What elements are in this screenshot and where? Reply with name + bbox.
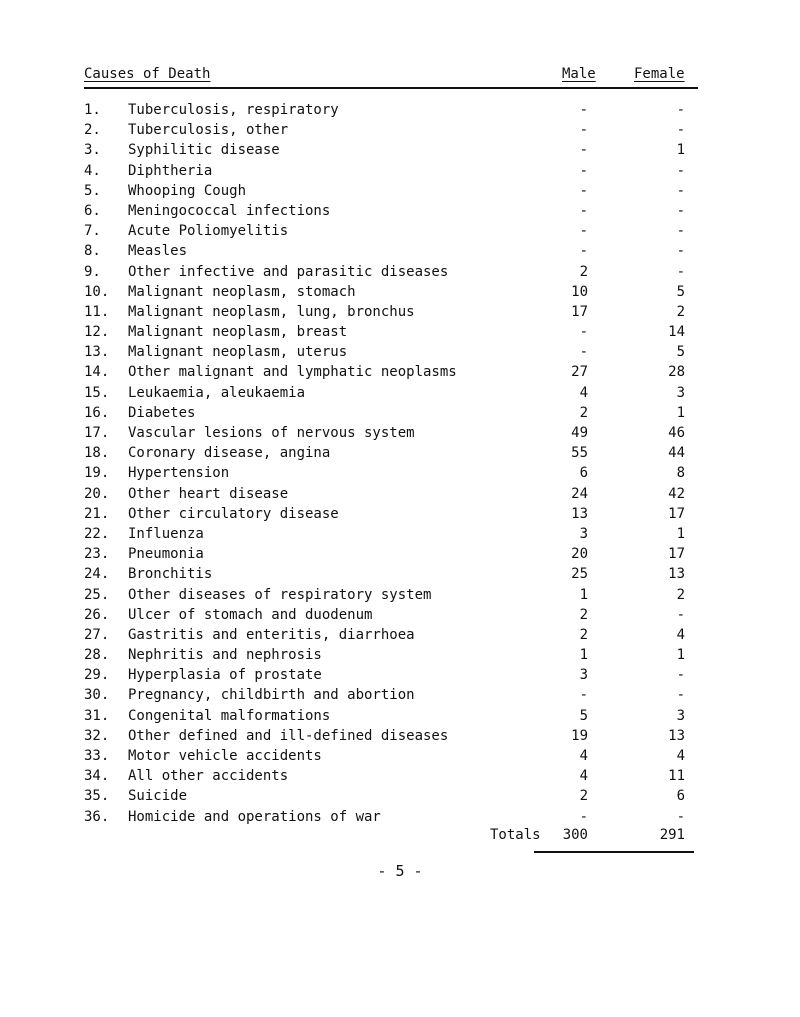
female-count: - xyxy=(676,122,685,139)
cause-label: Bronchitis xyxy=(128,566,213,583)
male-count: 19 xyxy=(571,727,588,744)
cause-label: Coronary disease, angina xyxy=(128,445,331,462)
cause-label: Diabetes xyxy=(128,404,196,421)
table-row xyxy=(0,708,800,728)
female-count: 2 xyxy=(676,303,685,320)
row-number: 29. xyxy=(84,667,110,684)
row-number: 9. xyxy=(84,263,101,280)
page-number: - 5 - xyxy=(377,862,423,880)
row-number: 20. xyxy=(84,485,110,502)
row-number: 32. xyxy=(84,727,110,744)
row-number: 4. xyxy=(84,162,101,179)
cause-label: All other accidents xyxy=(128,768,289,785)
row-number: 15. xyxy=(84,384,110,401)
female-count: - xyxy=(676,202,685,219)
cause-label: Measles xyxy=(128,243,188,260)
cause-label: Meningococcal infections xyxy=(128,202,331,219)
table-row xyxy=(0,223,800,243)
cause-label: Malignant neoplasm, uterus xyxy=(128,344,348,361)
row-number: 7. xyxy=(84,223,101,240)
male-count: - xyxy=(579,687,588,704)
row-number: 30. xyxy=(84,687,110,704)
table-row xyxy=(0,486,800,506)
female-count: 17 xyxy=(668,505,685,522)
male-count: - xyxy=(579,243,588,260)
row-number: 23. xyxy=(84,546,110,563)
row-number: 3. xyxy=(84,142,101,159)
table-row xyxy=(0,687,800,707)
row-number: 2. xyxy=(84,122,101,139)
male-count: - xyxy=(579,182,588,199)
male-count: 2 xyxy=(579,606,588,623)
table-row xyxy=(0,163,800,183)
row-number: 14. xyxy=(84,364,110,381)
cause-label: Other infective and parasitic diseases xyxy=(128,263,449,280)
male-count: 4 xyxy=(579,748,588,764)
cause-label: Malignant neoplasm, stomach xyxy=(128,283,356,300)
table-row xyxy=(0,304,800,324)
cause-label: Tuberculosis, other xyxy=(128,122,289,139)
female-count: 13 xyxy=(668,566,685,583)
cause-label: Hyperplasia of prostate xyxy=(128,667,322,684)
cause-label: Congenital malformations xyxy=(128,707,331,724)
cause-label: Syphilitic disease xyxy=(128,142,280,159)
row-number: 24. xyxy=(84,566,110,583)
female-count: 28 xyxy=(668,364,685,381)
cause-label: Influenza xyxy=(128,525,204,542)
table-row xyxy=(0,385,800,405)
header-male: Male xyxy=(562,66,596,82)
cause-label: Suicide xyxy=(128,788,188,805)
table-row xyxy=(0,647,800,667)
cause-label: Nephritis and nephrosis xyxy=(128,647,322,664)
male-count: - xyxy=(579,122,588,139)
cause-label: Other circulatory disease xyxy=(128,505,339,522)
female-count: - xyxy=(676,162,685,179)
female-count: 44 xyxy=(668,445,685,462)
male-count: 24 xyxy=(571,485,588,502)
table-row xyxy=(0,506,800,526)
header-female: Female xyxy=(634,66,685,82)
female-count: 1 xyxy=(676,647,685,664)
female-count: 5 xyxy=(676,283,685,300)
male-count: - xyxy=(579,142,588,159)
male-count: 4 xyxy=(579,768,588,785)
male-count: 2 xyxy=(579,263,588,280)
female-count: - xyxy=(676,263,685,280)
table-row xyxy=(0,566,800,586)
cause-label: Pneumonia xyxy=(128,546,204,563)
male-count: 49 xyxy=(571,425,588,441)
female-count: - xyxy=(676,808,685,825)
male-count: 55 xyxy=(571,445,588,462)
table-row xyxy=(0,425,800,445)
cause-label: Other diseases of respiratory system xyxy=(128,586,432,603)
table-row xyxy=(0,405,800,425)
totals-label: Totals xyxy=(490,827,541,843)
female-count: 1 xyxy=(676,525,685,542)
male-count: 6 xyxy=(579,465,588,482)
male-count: 25 xyxy=(571,566,588,583)
male-count: - xyxy=(579,102,588,118)
male-count: 3 xyxy=(579,525,588,542)
cause-label: Gastritis and enteritis, diarrhoea xyxy=(128,626,415,643)
table-row xyxy=(0,587,800,607)
row-number: 12. xyxy=(84,324,110,341)
row-number: 8. xyxy=(84,243,101,260)
table-row xyxy=(0,465,800,485)
male-count: 1 xyxy=(579,647,588,664)
table-row xyxy=(0,728,800,748)
female-count: 6 xyxy=(676,788,685,805)
row-number: 31. xyxy=(84,707,110,724)
male-count: 13 xyxy=(571,505,588,522)
causes-table xyxy=(0,102,800,829)
male-count: - xyxy=(579,202,588,219)
cause-label: Other defined and ill-defined diseases xyxy=(128,727,449,744)
male-count: - xyxy=(579,223,588,240)
table-row xyxy=(0,768,800,788)
table-row xyxy=(0,445,800,465)
male-count: 5 xyxy=(579,707,588,724)
female-count: - xyxy=(676,223,685,240)
female-count: 13 xyxy=(668,727,685,744)
row-number: 25. xyxy=(84,586,110,603)
cause-label: Motor vehicle accidents xyxy=(128,748,322,764)
table-row xyxy=(0,122,800,142)
male-count: - xyxy=(579,808,588,825)
cause-label: Whooping Cough xyxy=(128,182,247,199)
male-count: 10 xyxy=(571,283,588,300)
row-number: 34. xyxy=(84,768,110,785)
table-row xyxy=(0,183,800,203)
female-count: 5 xyxy=(676,344,685,361)
cause-label: Other heart disease xyxy=(128,485,289,502)
cause-label: Leukaemia, aleukaemia xyxy=(128,384,306,401)
row-number: 36. xyxy=(84,808,110,825)
table-row xyxy=(0,364,800,384)
row-number: 10. xyxy=(84,283,110,300)
cause-label: Other malignant and lymphatic neoplasms xyxy=(128,364,457,381)
header-causes-of-death: Causes of Death xyxy=(84,66,211,82)
female-count: - xyxy=(676,102,685,118)
row-number: 16. xyxy=(84,404,110,421)
male-count: 3 xyxy=(579,667,588,684)
cause-label: Tuberculosis, respiratory xyxy=(128,102,339,118)
totals-rule xyxy=(534,851,694,853)
row-number: 21. xyxy=(84,505,110,522)
male-count: 17 xyxy=(571,303,588,320)
female-count: 2 xyxy=(676,586,685,603)
female-count: 3 xyxy=(676,707,685,724)
table-row xyxy=(0,324,800,344)
female-count: - xyxy=(676,667,685,684)
female-count: - xyxy=(676,243,685,260)
male-count: 20 xyxy=(571,546,588,563)
table-row xyxy=(0,788,800,808)
cause-label: Vascular lesions of nervous system xyxy=(128,425,415,441)
male-count: - xyxy=(579,324,588,341)
table-row xyxy=(0,667,800,687)
table-row xyxy=(0,748,800,768)
table-row xyxy=(0,203,800,223)
male-count: 2 xyxy=(579,626,588,643)
row-number: 18. xyxy=(84,445,110,462)
row-number: 5. xyxy=(84,182,101,199)
table-row xyxy=(0,142,800,162)
female-count: 14 xyxy=(668,324,685,341)
female-count: 4 xyxy=(676,748,685,764)
table-row xyxy=(0,243,800,263)
female-count: - xyxy=(676,606,685,623)
row-number: 35. xyxy=(84,788,110,805)
female-count: 1 xyxy=(676,404,685,421)
table-row xyxy=(0,264,800,284)
header-rule xyxy=(84,87,698,89)
male-count: - xyxy=(579,344,588,361)
female-count: 42 xyxy=(668,485,685,502)
row-number: 28. xyxy=(84,647,110,664)
row-number: 13. xyxy=(84,344,110,361)
table-row xyxy=(0,526,800,546)
cause-label: Acute Poliomyelitis xyxy=(128,223,289,240)
row-number: 22. xyxy=(84,525,110,542)
cause-label: Pregnancy, childbirth and abortion xyxy=(128,687,415,704)
table-row xyxy=(0,809,800,829)
row-number: 27. xyxy=(84,626,110,643)
table-row xyxy=(0,627,800,647)
female-count: 46 xyxy=(668,425,685,441)
female-count: 4 xyxy=(676,626,685,643)
row-number: 6. xyxy=(84,202,101,219)
row-number: 17. xyxy=(84,425,110,441)
female-count: 8 xyxy=(676,465,685,482)
table-row xyxy=(0,284,800,304)
row-number: 26. xyxy=(84,606,110,623)
row-number: 33. xyxy=(84,748,110,764)
male-count: 4 xyxy=(579,384,588,401)
female-count: 17 xyxy=(668,546,685,563)
male-count: 2 xyxy=(579,788,588,805)
male-count: 27 xyxy=(571,364,588,381)
table-row xyxy=(0,102,800,122)
totals-female: 291 xyxy=(659,827,685,843)
female-count: - xyxy=(676,182,685,199)
cause-label: Homicide and operations of war xyxy=(128,808,381,825)
row-number: 19. xyxy=(84,465,110,482)
table-row xyxy=(0,344,800,364)
male-count: 2 xyxy=(579,404,588,421)
female-count: 1 xyxy=(676,142,685,159)
table-row xyxy=(0,607,800,627)
cause-label: Ulcer of stomach and duodenum xyxy=(128,606,373,623)
totals-male: 300 xyxy=(562,827,588,843)
row-number: 1. xyxy=(84,102,101,118)
female-count: - xyxy=(676,687,685,704)
male-count: 1 xyxy=(579,586,588,603)
female-count: 3 xyxy=(676,384,685,401)
table-row xyxy=(0,546,800,566)
row-number: 11. xyxy=(84,303,110,320)
female-count: 11 xyxy=(668,768,685,785)
cause-label: Diphtheria xyxy=(128,162,213,179)
cause-label: Malignant neoplasm, lung, bronchus xyxy=(128,303,415,320)
cause-label: Hypertension xyxy=(128,465,230,482)
male-count: - xyxy=(579,162,588,179)
cause-label: Malignant neoplasm, breast xyxy=(128,324,348,341)
